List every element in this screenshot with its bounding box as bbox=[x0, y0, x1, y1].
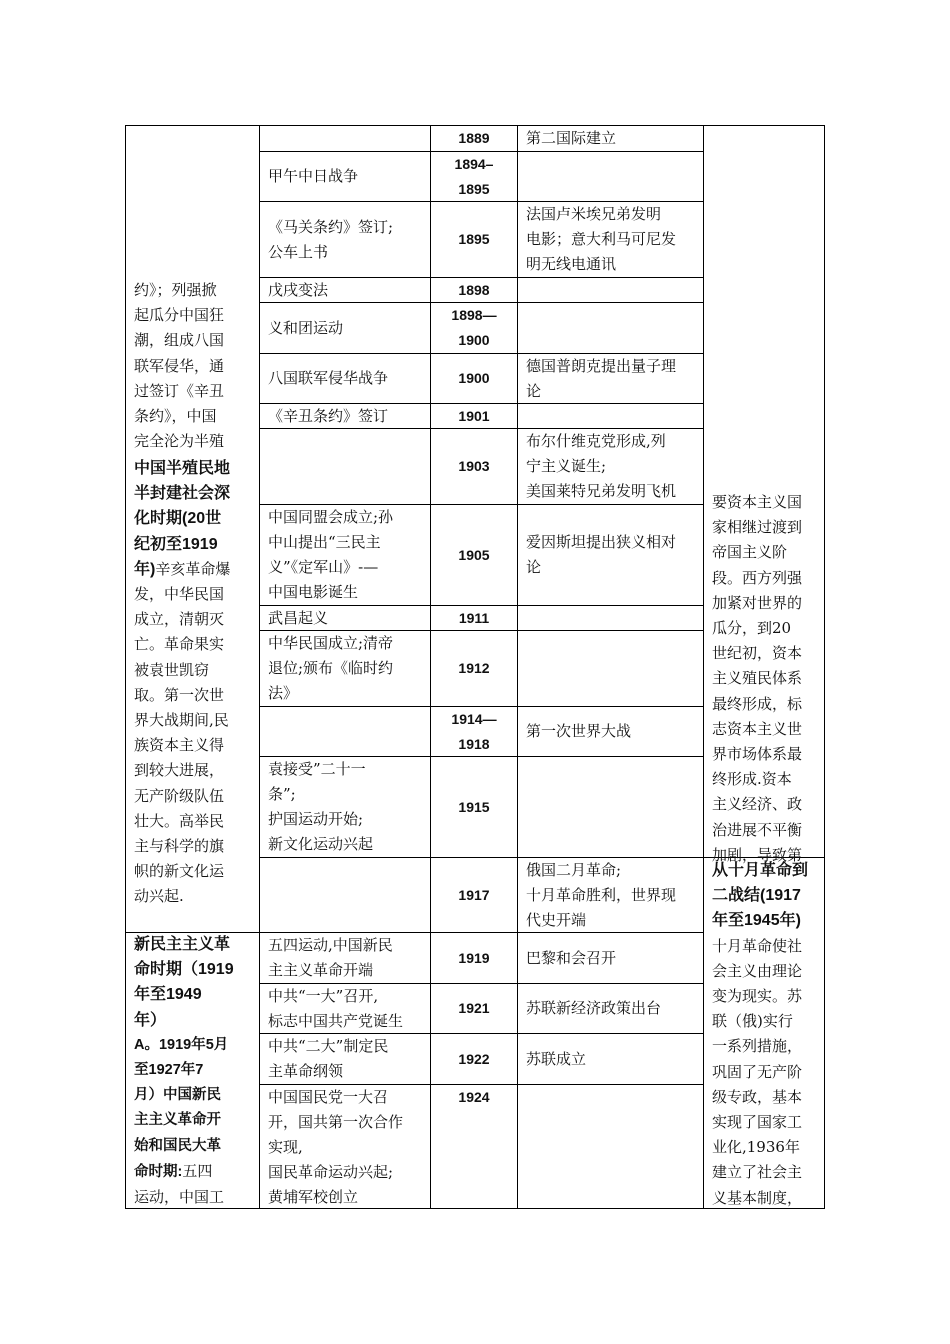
body-start: 辛亥革命爆 bbox=[155, 559, 231, 578]
text-line: 义基本制度， bbox=[712, 1188, 803, 1207]
text-line: 段。西方列强 bbox=[712, 568, 803, 587]
heading-end: 年) bbox=[134, 560, 156, 578]
text-line: 到较大进展， bbox=[134, 761, 225, 780]
world-event-cell bbox=[518, 404, 703, 428]
text-line: 完全沦为半殖 bbox=[134, 432, 225, 451]
world-event-cell bbox=[518, 606, 703, 630]
text-line: 约》；列强掀 bbox=[134, 281, 217, 299]
world-event-cell: 德国普朗克提出量子理 论 bbox=[526, 356, 677, 400]
year-cell: 1898— 1900 bbox=[451, 307, 497, 348]
text-line: 联（俄)实行 bbox=[712, 1012, 793, 1031]
text-line: 年至1949 bbox=[134, 986, 202, 1004]
text-line: 年） bbox=[134, 1011, 167, 1029]
text-line: 条约》，中国 bbox=[134, 407, 217, 426]
period-cell-new-democratic bbox=[134, 932, 252, 1210]
text-line: 建立了社会主 bbox=[712, 1163, 803, 1182]
text-line: 最终形成，标 bbox=[712, 694, 803, 713]
text-line: 主义殖民体系 bbox=[712, 669, 803, 688]
year-cell: 1912 bbox=[458, 660, 490, 676]
text-line: 要资本主义国 bbox=[712, 493, 803, 511]
text-line: 会主义由理论 bbox=[712, 961, 803, 980]
text-line: 加剧，导致第 bbox=[712, 845, 803, 864]
text-line: 潮，组成八国 bbox=[134, 331, 225, 350]
period-cell-top bbox=[134, 278, 252, 454]
year-cell: 1914— 1918 bbox=[451, 710, 497, 752]
text-line: 级专政，基本 bbox=[712, 1087, 803, 1106]
year-cell: 1917 bbox=[458, 886, 490, 903]
text-line bbox=[134, 557, 252, 582]
text-line: 志资本主义世 bbox=[712, 719, 803, 738]
world-event-cell: 布尔什维克党形成,列 宁主义诞生; 美国莱特兄弟发明飞机 bbox=[526, 432, 677, 500]
text-line: 主与科学的旗 bbox=[134, 837, 225, 856]
text-line: 月）中国新民 bbox=[134, 1087, 221, 1104]
text-line: 瓜分，到20 bbox=[712, 619, 792, 638]
text-line: 新民主主义革 bbox=[134, 936, 231, 953]
text-line: 业化,1936年 bbox=[712, 1138, 800, 1157]
world-event-cell bbox=[518, 757, 703, 857]
world-event-cell bbox=[518, 1085, 703, 1209]
imperialism-text bbox=[712, 490, 818, 868]
october-revolution-text bbox=[712, 858, 818, 1211]
world-event-cell bbox=[518, 303, 703, 353]
china-event-cell: 五四运动,中国新民 主主义革命开端 bbox=[268, 936, 393, 979]
year-cell: 1922 bbox=[458, 1050, 490, 1067]
world-period-october bbox=[712, 858, 818, 1211]
world-event-cell: 俄国二月革命; 十月革命胜利，世界现 代史开端 bbox=[526, 860, 677, 929]
china-event-cell bbox=[260, 126, 430, 151]
year-cell: 1889 bbox=[458, 130, 490, 146]
text-line: 终形成.资本 bbox=[712, 770, 792, 789]
text-line: 始和国民大革 bbox=[134, 1137, 221, 1154]
year-cell: 1895 bbox=[458, 231, 490, 247]
year-cell: 1915 bbox=[458, 798, 490, 815]
year-cell: 1919 bbox=[458, 949, 490, 966]
text-line: 中国半殖民地 bbox=[134, 460, 231, 477]
text-line: 壮大。高举民 bbox=[134, 811, 225, 830]
text-line: 命时期（1919 bbox=[134, 961, 234, 979]
world-event-cell: 爱因斯坦提出狭义相对 论 bbox=[526, 533, 677, 576]
text-line: 发，中华民国 bbox=[134, 585, 225, 604]
text-line: 族资本主义得 bbox=[134, 736, 225, 755]
text-line: 治进展不平衡 bbox=[712, 820, 803, 839]
china-event-cell: 《辛丑条约》签订 bbox=[268, 406, 389, 425]
year-cell: 1924 bbox=[458, 1089, 490, 1105]
text-line: 世纪初，资本 bbox=[712, 644, 803, 663]
new-democratic-period-text bbox=[134, 932, 252, 1210]
world-event-cell: 苏联成立 bbox=[526, 1049, 587, 1068]
world-event-cell: 巴黎和会召开 bbox=[526, 948, 617, 967]
text-line: 二战结(1917 bbox=[712, 887, 801, 905]
year-cell: 1898 bbox=[458, 281, 490, 298]
china-event-cell: 八国联军侵华战争 bbox=[268, 369, 389, 387]
text-line: 被袁世凯窃 bbox=[134, 660, 210, 679]
world-event-cell bbox=[518, 152, 703, 201]
world-period-imperialism bbox=[712, 490, 818, 868]
china-event-cell: 中国国民党一大召 开，国共第一次合作 实现, 国民革命运动兴起; 黄埔军校创立 bbox=[268, 1088, 404, 1206]
china-event-cell: 甲午中日战争 bbox=[268, 167, 359, 185]
text-line: 实现了国家工 bbox=[712, 1113, 803, 1132]
period-cell-semicolonial bbox=[134, 456, 252, 910]
text-line: 纪初至1919 bbox=[134, 535, 218, 553]
text-line: 巩固了无产阶 bbox=[712, 1062, 803, 1081]
year-cell: 1911 bbox=[458, 609, 490, 626]
china-event-cell: 义和团运动 bbox=[268, 318, 344, 337]
text-line: 年至1945年) bbox=[712, 912, 801, 930]
text-line: 化时期(20世 bbox=[134, 510, 222, 528]
text-line: 从十月革命到 bbox=[712, 862, 809, 879]
world-event-cell: 第二国际建立 bbox=[526, 129, 617, 147]
text-line: 运动，中国工 bbox=[134, 1188, 225, 1207]
china-event-cell bbox=[260, 707, 430, 756]
text-line: 界大战期间,民 bbox=[134, 711, 229, 730]
china-event-cell: 武昌起义 bbox=[268, 608, 329, 627]
year-cell: 1921 bbox=[458, 1000, 490, 1016]
semi-colonial-period-text bbox=[134, 456, 252, 910]
period-continued-text bbox=[134, 278, 252, 454]
year-cell: 1903 bbox=[458, 458, 490, 474]
china-event-cell: 中共“一大”召开, 标志中国共产党诞生 bbox=[268, 986, 404, 1030]
subheading-end: 命时期: bbox=[134, 1163, 183, 1180]
text-line: A。1919年5月 bbox=[134, 1036, 229, 1053]
china-event-cell: 《马关条约》签订; 公车上书 bbox=[268, 217, 394, 261]
china-event-cell: 戊戌变法 bbox=[268, 280, 329, 299]
text-line: 联军侵华，通 bbox=[134, 356, 225, 375]
text-line: 半封建社会深 bbox=[134, 485, 231, 503]
text-line: 帜的新文化运 bbox=[134, 862, 225, 881]
world-event-cell: 苏联新经济政策出台 bbox=[526, 999, 662, 1017]
text-line: 起瓜分中国狂 bbox=[134, 306, 225, 325]
world-event-cell: 第一次世界大战 bbox=[526, 722, 632, 740]
china-event-cell bbox=[260, 429, 430, 504]
text-line: 加紧对世界的 bbox=[712, 593, 803, 612]
china-event-cell bbox=[260, 858, 430, 932]
text-line: 亡。革命果实 bbox=[134, 635, 225, 654]
world-event-cell: 法国卢米埃兄弟发明 电影；意大利马可尼发 明无线电通讯 bbox=[526, 205, 677, 273]
china-event-cell: 袁接受”二十一 条”; 护国运动开始; 新文化运动兴起 bbox=[268, 760, 374, 853]
text-line: 主义经济、政 bbox=[712, 795, 803, 814]
year-cell: 1905 bbox=[458, 546, 490, 563]
text-line: 取。第一次世 bbox=[134, 685, 225, 704]
text-line: 无产阶级队伍 bbox=[134, 786, 225, 805]
text-line: 变为现实。苏 bbox=[712, 987, 803, 1006]
text-line: 至1927年7 bbox=[134, 1062, 204, 1079]
china-event-cell: 中国同盟会成立;孙 中山提出“三民主 义”《定军山》-— 中国电影诞生 bbox=[268, 508, 394, 601]
text-line: 十月革命使社 bbox=[712, 936, 803, 955]
year-cell: 1900 bbox=[458, 370, 490, 386]
year-cell: 1894– 1895 bbox=[454, 155, 494, 197]
text-line: 动兴起. bbox=[134, 887, 184, 906]
world-event-cell bbox=[518, 278, 703, 302]
text-line bbox=[134, 1159, 252, 1185]
body-start: 五四 bbox=[182, 1161, 213, 1180]
year-cell: 1901 bbox=[458, 407, 490, 424]
col-divider-4 bbox=[703, 125, 704, 1209]
china-event-cell: 中共“二大”制定民 主革命纲领 bbox=[268, 1037, 389, 1080]
text-line: 家相继过渡到 bbox=[712, 518, 803, 537]
text-line: 界市场体系最 bbox=[712, 745, 803, 764]
text-line: 帝国主义阶 bbox=[712, 543, 788, 562]
china-event-cell: 中华民国成立;清帝 退位;颁布《临时约 法》 bbox=[268, 634, 394, 702]
world-event-cell bbox=[518, 631, 703, 706]
text-line: 过签订《辛丑 bbox=[134, 381, 225, 400]
text-line: 主主义革命开 bbox=[134, 1112, 221, 1129]
text-line: 成立，清朝灭 bbox=[134, 610, 225, 629]
text-line: 一系列措施， bbox=[712, 1037, 803, 1056]
